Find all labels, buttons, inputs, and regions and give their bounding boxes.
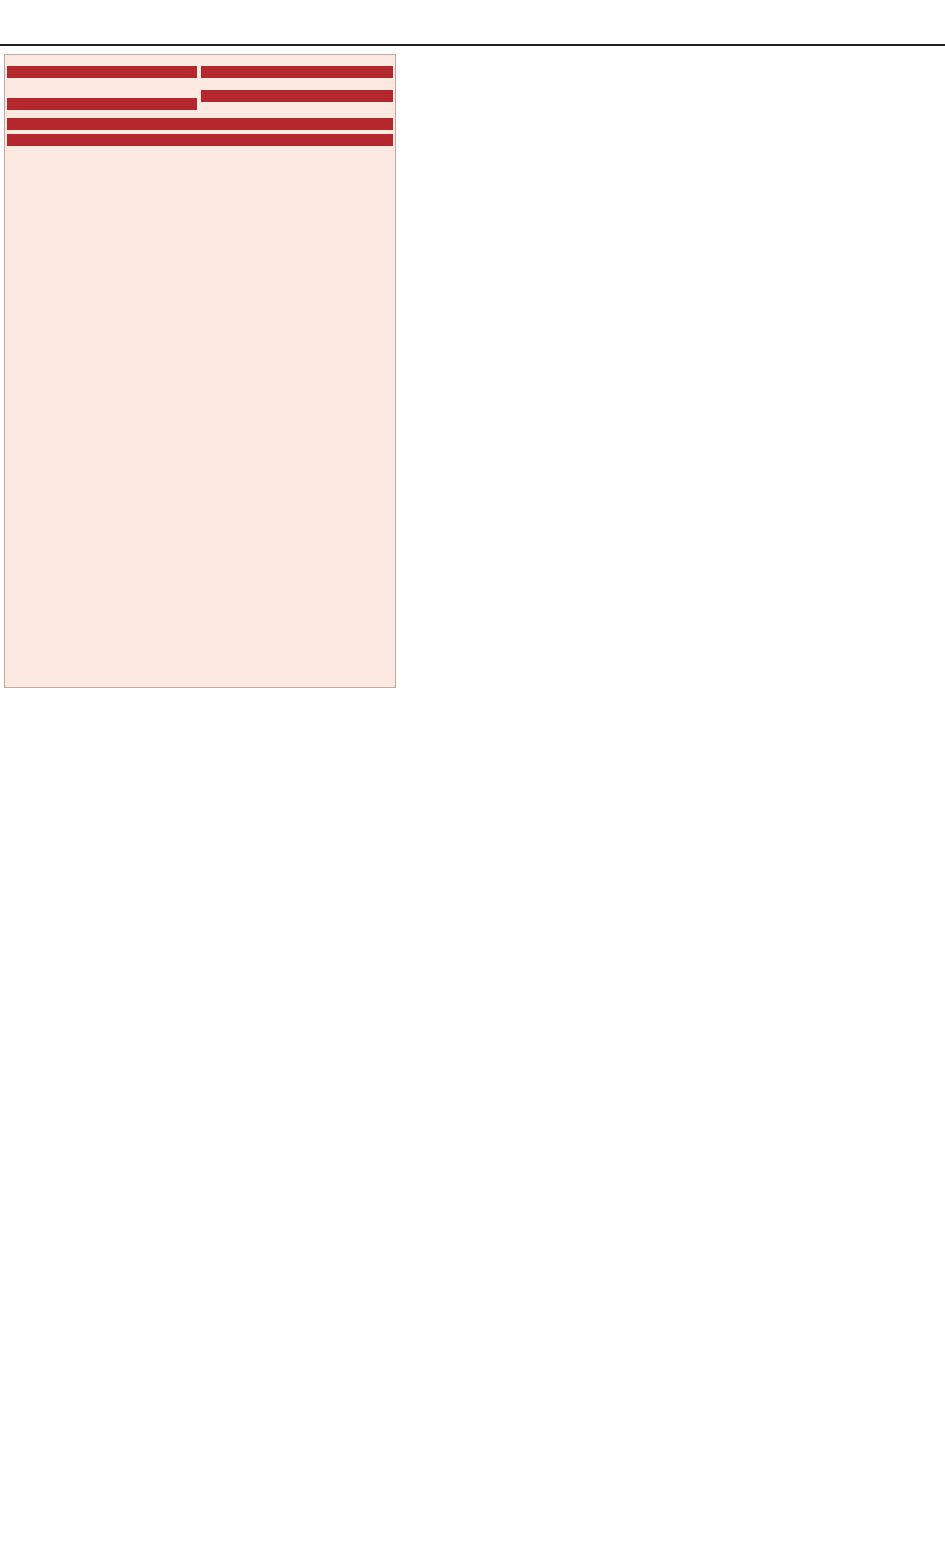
other-sectors-title bbox=[7, 98, 197, 110]
upto-volume-title bbox=[7, 66, 197, 78]
market-stats-panel bbox=[4, 54, 396, 688]
sector-column-3 bbox=[550, 678, 910, 1555]
news-story bbox=[398, 250, 910, 680]
mts-total-row bbox=[7, 134, 393, 146]
market-sector-tables bbox=[4, 678, 910, 1555]
mts-title bbox=[7, 118, 393, 130]
board-meetings-title bbox=[201, 90, 393, 102]
masthead bbox=[0, 0, 945, 46]
sector-column-2 bbox=[276, 678, 546, 1555]
book-closures-title bbox=[201, 66, 393, 78]
sector-column-1 bbox=[4, 678, 274, 1555]
